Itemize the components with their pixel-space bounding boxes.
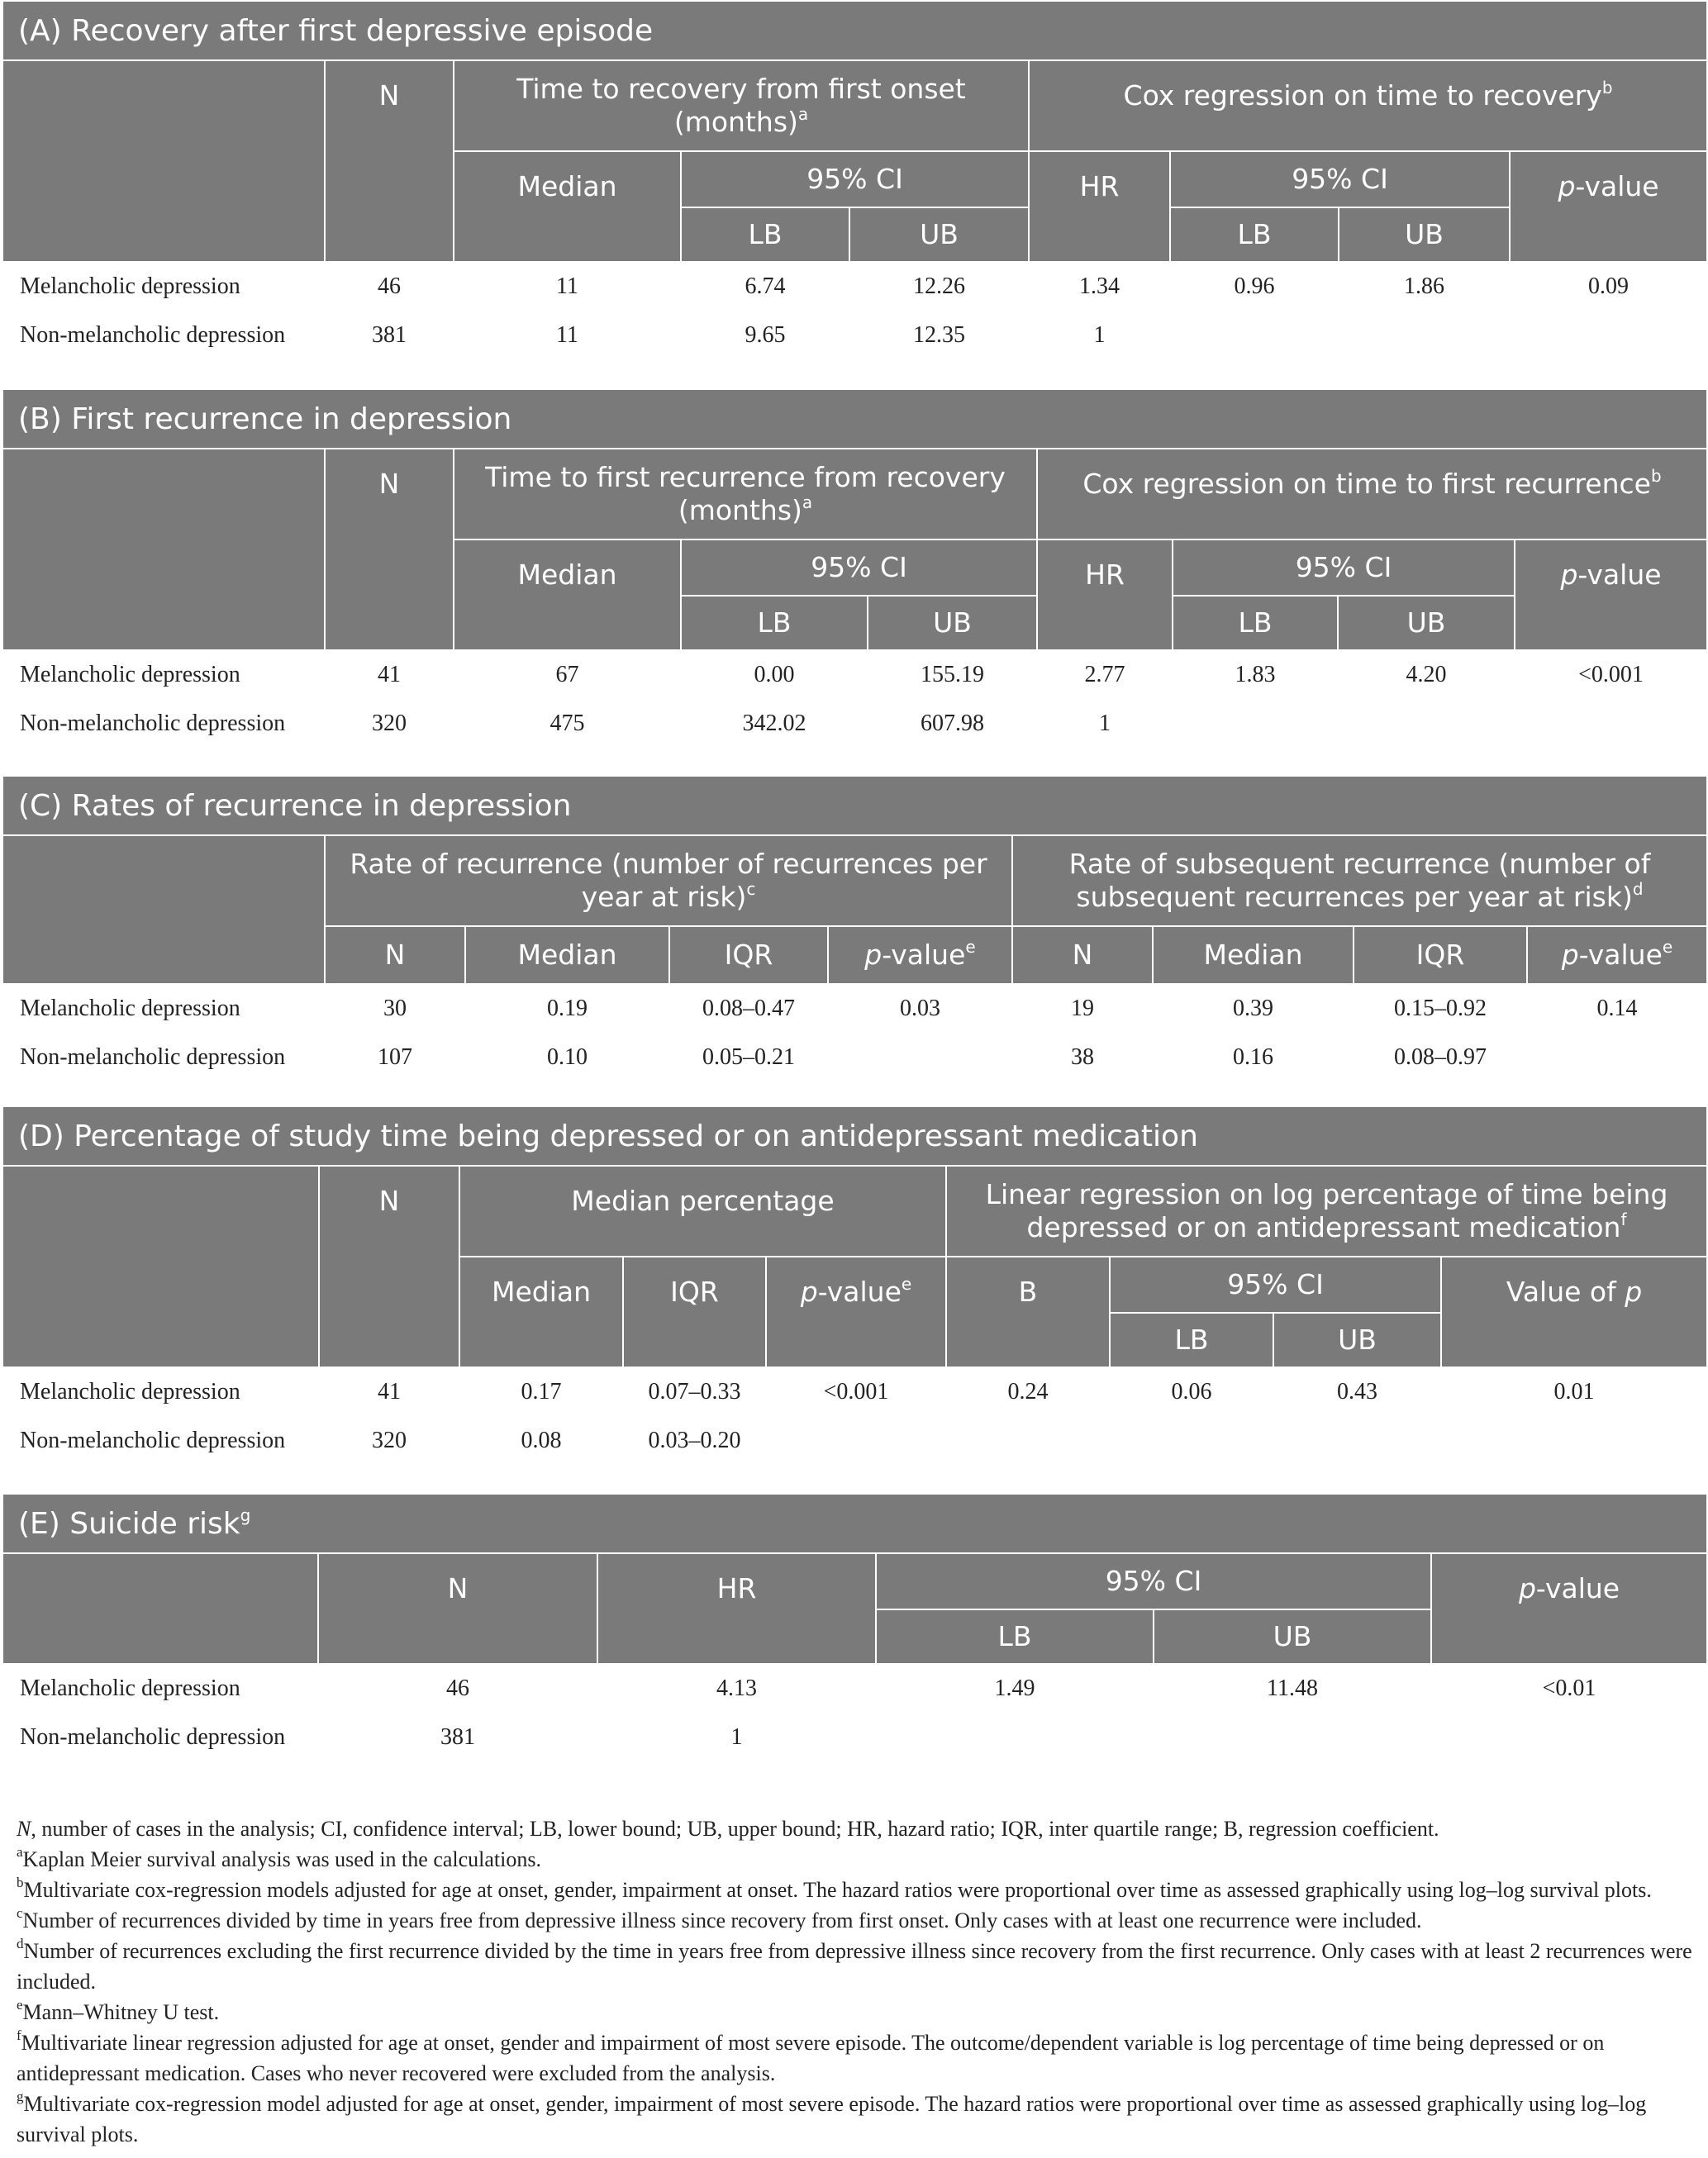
header-median: Median (459, 1257, 623, 1367)
header-95ci-hr: 95% CI (1173, 540, 1515, 596)
cell-pvalue: <0.001 (1515, 650, 1707, 699)
cell-lb: 9.65 (681, 311, 849, 359)
header-median-percentage: Median percentage (459, 1166, 946, 1257)
cell-median: 0.19 (465, 984, 669, 1033)
cell-hr-ub: 1.86 (1339, 262, 1510, 311)
cell-n: 41 (325, 650, 454, 699)
footnote-c: $^c$Number of recurrences divided by time in years free from depressive illness since recovery from first onset. Only cases with at least one recurrence were included. (17, 1905, 1422, 1932)
header-hr-lb: LB (1170, 207, 1339, 262)
header-lb: LB (681, 596, 868, 650)
header-lb: LB (876, 1609, 1154, 1664)
table-d-study-time (2, 1105, 1708, 1466)
header-blank (2, 1553, 318, 1664)
cell-lb: 0.06 (1110, 1367, 1273, 1416)
table-row (2, 1367, 1707, 1416)
header-pvalue: p-value (1515, 540, 1707, 650)
cell-ub: 11.48 (1154, 1664, 1431, 1713)
cell-pvalue-subsequent (1527, 1033, 1707, 1081)
header-b: B (946, 1257, 1110, 1367)
header-blank (2, 835, 325, 984)
cell-ub (1154, 1713, 1431, 1761)
cell-n-subsequent: 19 (1012, 984, 1153, 1033)
table-row (2, 699, 1707, 748)
header-iqr: IQR (623, 1257, 766, 1367)
cell-iqr-subsequent: 0.15–0.92 (1354, 984, 1527, 1033)
cell-value-of-p: 0.01 (1441, 1367, 1707, 1416)
table-a-recovery (2, 0, 1708, 360)
header-iqr: IQR (669, 926, 828, 984)
cell-lb (1110, 1416, 1273, 1465)
header-iqr-subsequent: IQR (1354, 926, 1527, 984)
row-label: Melancholic depression (2, 984, 325, 1033)
cell-median: 475 (454, 699, 681, 748)
cell-n: 320 (319, 1416, 459, 1465)
table-b-recurrence (2, 388, 1708, 749)
table-footnotes (17, 1813, 1694, 2150)
header-hr-lb: LB (1173, 596, 1338, 650)
header-median: Median (454, 540, 681, 650)
header-hr: HR (1037, 540, 1173, 650)
header-pvalue: p-value (1510, 151, 1707, 262)
header-blank (2, 1166, 319, 1367)
cell-iqr: 0.03–0.20 (623, 1416, 766, 1465)
cell-ub: 12.35 (849, 311, 1029, 359)
row-label: Non-melancholic depression (2, 1033, 325, 1081)
table-e-suicide-risk (2, 1493, 1708, 1762)
footnote-a: $^a$Kaplan Meier survival analysis was used in the calculations. (17, 1844, 541, 1871)
cell-hr: 1.34 (1029, 262, 1170, 311)
header-blank (2, 449, 325, 650)
cell-hr-ub (1338, 699, 1515, 748)
header-n-subsequent: N (1012, 926, 1153, 984)
cell-pvalue (1431, 1713, 1707, 1761)
header-pvalue-subsequent: p-value$^e$ (1527, 926, 1707, 984)
cell-hr: 1 (1029, 311, 1170, 359)
cell-hr-lb: 0.96 (1170, 262, 1339, 311)
cell-hr: 1 (1037, 699, 1173, 748)
cell-hr-ub: 4.20 (1338, 650, 1515, 699)
row-label: Melancholic depression (2, 1664, 318, 1713)
header-hr: HR (597, 1553, 876, 1664)
header-rate-of-recurrence: Rate of recurrence (number of recurrences per year at risk)$^c$ (325, 835, 1012, 926)
cell-iqr-subsequent: 0.08–0.97 (1354, 1033, 1527, 1081)
header-n: N (318, 1553, 597, 1664)
footnote-f: $^f$Multivariate linear regression adjusted for age at onset, gender and impairment of most severe episode. The outcome/dependent variable is log percentage of time being depressed or on antidepressant medication. Cases who never recovered were excluded from the analysis. (17, 2027, 1605, 2085)
cell-iqr: 0.05–0.21 (669, 1033, 828, 1081)
header-median: Median (454, 151, 681, 262)
footnote-g: $^g$Multivariate cox-regression model adjusted for age at onset, gender, impairment of most severe episode. The hazard ratios were proportional over time as assessed graphically using log–log survival plots. (17, 2089, 1647, 2146)
header-hr-ub: UB (1339, 207, 1510, 262)
section-b-caption: (B) First recurrence in depression (2, 389, 1707, 449)
cell-b (946, 1416, 1110, 1465)
cell-value-of-p (1441, 1416, 1707, 1465)
cell-hr: 1 (597, 1713, 876, 1761)
header-95ci: 95% CI (1110, 1257, 1441, 1313)
cell-pvalue: <0.001 (766, 1367, 946, 1416)
header-95ci: 95% CI (876, 1553, 1431, 1609)
cell-n: 46 (318, 1664, 597, 1713)
row-label: Melancholic depression (2, 650, 325, 699)
cell-median: 0.17 (459, 1367, 623, 1416)
cell-iqr: 0.07–0.33 (623, 1367, 766, 1416)
cell-median: 11 (454, 262, 681, 311)
cell-hr-lb (1170, 311, 1339, 359)
header-95ci-hr: 95% CI (1170, 151, 1510, 207)
header-ub: UB (1154, 1609, 1431, 1664)
section-a-caption: (A) Recovery after first depressive episode (2, 1, 1707, 60)
header-cox-regression: Cox regression on time to first recurrence$^b$ (1037, 449, 1707, 540)
cell-pvalue (1515, 699, 1707, 748)
header-hr-ub: UB (1338, 596, 1515, 650)
header-n: N (319, 1166, 459, 1367)
section-d-caption: (D) Percentage of study time being depressed or on antidepressant medication (2, 1106, 1707, 1166)
cell-iqr: 0.08–0.47 (669, 984, 828, 1033)
header-time-to-first-recurrence: Time to first recurrence from recovery (months)$^a$ (454, 449, 1037, 540)
header-95ci: 95% CI (681, 540, 1037, 596)
header-ub: UB (868, 596, 1037, 650)
cell-ub: 0.43 (1273, 1367, 1441, 1416)
header-time-to-recovery: Time to recovery from first onset (months)$^a$ (454, 60, 1029, 151)
footnote-b: $^b$Multivariate cox-regression models adjusted for age at onset, gender, impairment at onset. The hazard ratios were proportional over time as assessed graphically using log–log survival plots. (17, 1875, 1652, 1902)
header-value-of-p: Value of p (1441, 1257, 1707, 1367)
cell-hr: 2.77 (1037, 650, 1173, 699)
cell-median-subsequent: 0.16 (1153, 1033, 1354, 1081)
cell-pvalue: 0.03 (828, 984, 1012, 1033)
cell-n: 46 (325, 262, 454, 311)
cell-median: 0.10 (465, 1033, 669, 1081)
table-row (2, 1713, 1707, 1761)
cell-n: 381 (325, 311, 454, 359)
header-rate-of-subsequent-recurrence: Rate of subsequent recurrence (number of subsequent recurrences per year at risk)$^d$ (1012, 835, 1707, 926)
cell-median-subsequent: 0.39 (1153, 984, 1354, 1033)
header-95ci: 95% CI (681, 151, 1029, 207)
row-label: Melancholic depression (2, 1367, 319, 1416)
table-row (2, 262, 1707, 311)
cell-pvalue-subsequent: 0.14 (1527, 984, 1707, 1033)
cell-pvalue: <0.01 (1431, 1664, 1707, 1713)
table-c-rates (2, 775, 1708, 1082)
cell-lb (876, 1713, 1154, 1761)
cell-n: 107 (325, 1033, 465, 1081)
cell-pvalue (828, 1033, 1012, 1081)
header-lb: LB (681, 207, 849, 262)
cell-pvalue (1510, 311, 1707, 359)
row-label: Non-melancholic depression (2, 699, 325, 748)
table-row (2, 984, 1707, 1033)
cell-median: 67 (454, 650, 681, 699)
cell-ub: 607.98 (868, 699, 1037, 748)
row-label: Non-melancholic depression (2, 1416, 319, 1465)
header-lb: LB (1110, 1313, 1273, 1367)
section-e-caption: (E) Suicide risk$^g$ (2, 1494, 1707, 1553)
header-cox-regression: Cox regression on time to recovery$^b$ (1029, 60, 1707, 151)
table-row (2, 1033, 1707, 1081)
cell-hr-lb (1173, 699, 1338, 748)
row-label: Non-melancholic depression (2, 311, 325, 359)
table-row (2, 650, 1707, 699)
cell-median: 0.08 (459, 1416, 623, 1465)
header-n: N (325, 926, 465, 984)
header-median: Median (465, 926, 669, 984)
cell-ub: 155.19 (868, 650, 1037, 699)
cell-median: 11 (454, 311, 681, 359)
cell-n: 30 (325, 984, 465, 1033)
cell-lb: 1.49 (876, 1664, 1154, 1713)
section-c-caption: (C) Rates of recurrence in depression (2, 776, 1707, 835)
cell-pvalue (766, 1416, 946, 1465)
cell-hr-lb: 1.83 (1173, 650, 1338, 699)
row-label: Melancholic depression (2, 262, 325, 311)
cell-n: 381 (318, 1713, 597, 1761)
header-median-subsequent: Median (1153, 926, 1354, 984)
cell-ub (1273, 1416, 1441, 1465)
cell-b: 0.24 (946, 1367, 1110, 1416)
footnote-abbreviations: N, number of cases in the analysis; CI, confidence interval; LB, lower bound; UB, upper bound; HR, hazard ratio; IQR, inter quartile range; B, regression coefficient. (17, 1817, 1439, 1841)
table-row (2, 1664, 1707, 1713)
cell-ub: 12.26 (849, 262, 1029, 311)
header-pvalue: p-value$^e$ (766, 1257, 946, 1367)
table-row (2, 311, 1707, 359)
footnote-d: $^d$Number of recurrences excluding the first recurrence divided by the time in years free from depressive illness since recovery from the first recurrence. Only cases with at least 2 recurrences were included. (17, 1936, 1692, 1994)
cell-hr-ub (1339, 311, 1510, 359)
cell-n: 41 (319, 1367, 459, 1416)
header-ub: UB (1273, 1313, 1441, 1367)
cell-lb: 0.00 (681, 650, 868, 699)
footnote-e: $^e$Mann–Whitney U test. (17, 1997, 220, 2024)
header-pvalue: p-value$^e$ (828, 926, 1012, 984)
header-linear-regression: Linear regression on log percentage of time being depressed or on antidepressant medication$^f$ (946, 1166, 1707, 1257)
header-n: N (325, 449, 454, 650)
header-ub: UB (849, 207, 1029, 262)
row-label: Non-melancholic depression (2, 1713, 318, 1761)
header-pvalue: p-value (1431, 1553, 1707, 1664)
cell-lb: 342.02 (681, 699, 868, 748)
header-hr: HR (1029, 151, 1170, 262)
cell-n-subsequent: 38 (1012, 1033, 1153, 1081)
header-n: N (325, 60, 454, 262)
table-row (2, 1416, 1707, 1465)
cell-n: 320 (325, 699, 454, 748)
cell-pvalue: 0.09 (1510, 262, 1707, 311)
header-blank (2, 60, 325, 262)
cell-hr: 4.13 (597, 1664, 876, 1713)
cell-lb: 6.74 (681, 262, 849, 311)
